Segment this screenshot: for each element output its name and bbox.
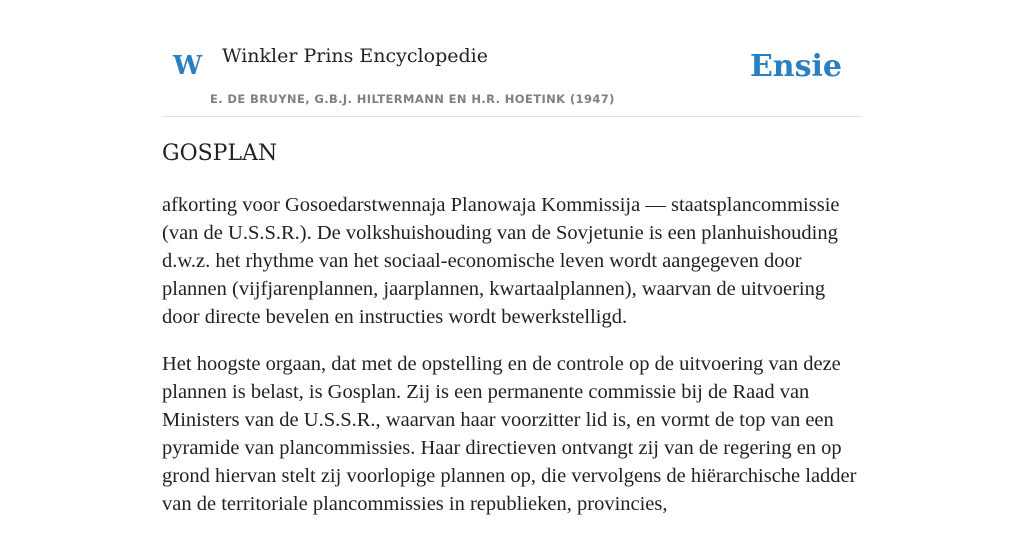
authors-line: E. DE BRUYNE, G.B.J. HILTERMANN EN H.R. HOETINK (1947) [210, 92, 615, 106]
article-body [162, 191, 862, 537]
winkler-prins-logo[interactable]: W [173, 51, 203, 81]
site-header [162, 0, 862, 117]
site-title[interactable]: Winkler Prins Encyclopedie [222, 45, 488, 67]
article-title: GOSPLAN [162, 141, 278, 166]
ensie-brand-link[interactable]: Ensie [749, 49, 842, 84]
article-paragraph-1: afkorting voor Gosoedarstwennaja Planowaja Kommissija — staatsplancommissie (van de U.S.S.R.). De volkshuishouding van de Sovjetunie is een planhuishouding d.w.z. het rhythme van het sociaal-economische leven wordt aangegeven door plannen (vijfjarenplannen, jaarplannen, kwartaalplannen), waarvan de uitvoering door directe bevelen en instructies wordt bewerkstelligd. [162, 194, 840, 328]
article-paragraph-2: Het hoogste orgaan, dat met de opstelling en de controle op de uitvoering van deze plannen is belast, is Gosplan. Zij is een permanente commissie bij de Raad van Ministers van de U.S.S.R., waarvan haar voorzitter lid is, en vormt de top van een pyramide van plancommissies. Haar directieven ontvangt zij van de regering en op grond hiervan stelt zij voorlopige plannen op, die vervolgens de hiërarchische ladder van de territoriale plancommissies in republieken, provincies, [162, 353, 857, 515]
